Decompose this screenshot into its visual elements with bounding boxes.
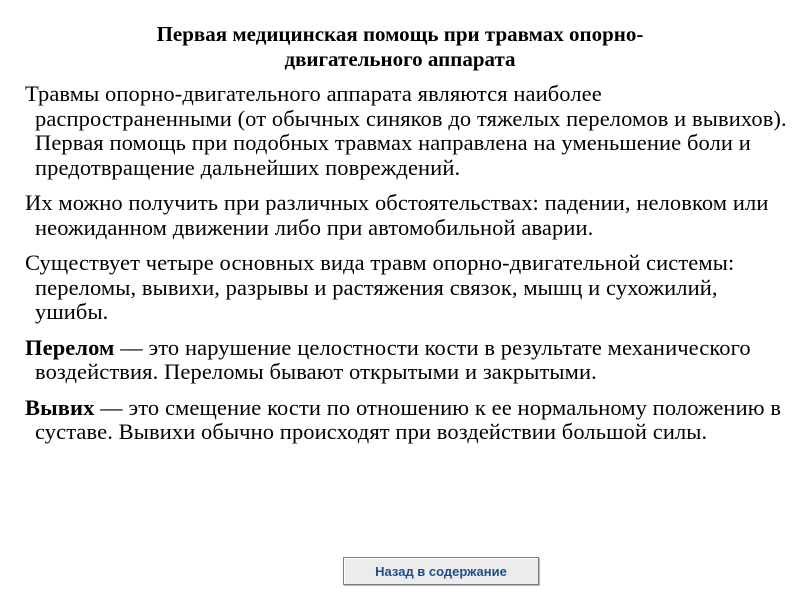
back-to-contents-button[interactable]	[343, 557, 539, 585]
page-title-line-1: Первая медицинская помощь при травмах опорно-	[156, 22, 644, 46]
term-dislocation: Вывих	[25, 394, 95, 420]
page-title-line-2: двигательного аппарата	[284, 47, 516, 71]
content-body	[25, 82, 790, 456]
paragraph-injury-types: Существует четыре основных вида травм опорно-двигательной системы: переломы, вывихи, разрывы и растяжения связок, мышц и сухожилий, ушибы.	[25, 250, 735, 324]
paragraph-fracture-definition	[25, 336, 790, 385]
paragraph-injuries-overview: Травмы опорно-двигательного аппарата являются наиболее распространенными (от обычных синяков до тяжелых переломов и вывихов). Первая помощь при подобных травмах направлена на уменьшение боли и предотвращение дальнейших повреждений.	[25, 81, 787, 180]
paragraph-dislocation-definition	[25, 396, 790, 445]
page-title	[40, 22, 760, 72]
back-to-contents-label: Назад в содержание	[375, 563, 507, 579]
term-fracture: Перелом	[25, 334, 115, 360]
fracture-definition-text: — это нарушение целостности кости в результате механического воздействия. Переломы бывают открытыми и закрытыми.	[35, 334, 751, 384]
dislocation-definition-text: — это смещение кости по отношению к ее нормальному положению в суставе. Вывихи обычно происходят при воздействии большой силы.	[35, 394, 782, 444]
paragraph-injury-causes: Их можно получить при различных обстоятельствах: падении, неловком или неожиданном движении либо при автомобильной аварии.	[25, 190, 769, 240]
